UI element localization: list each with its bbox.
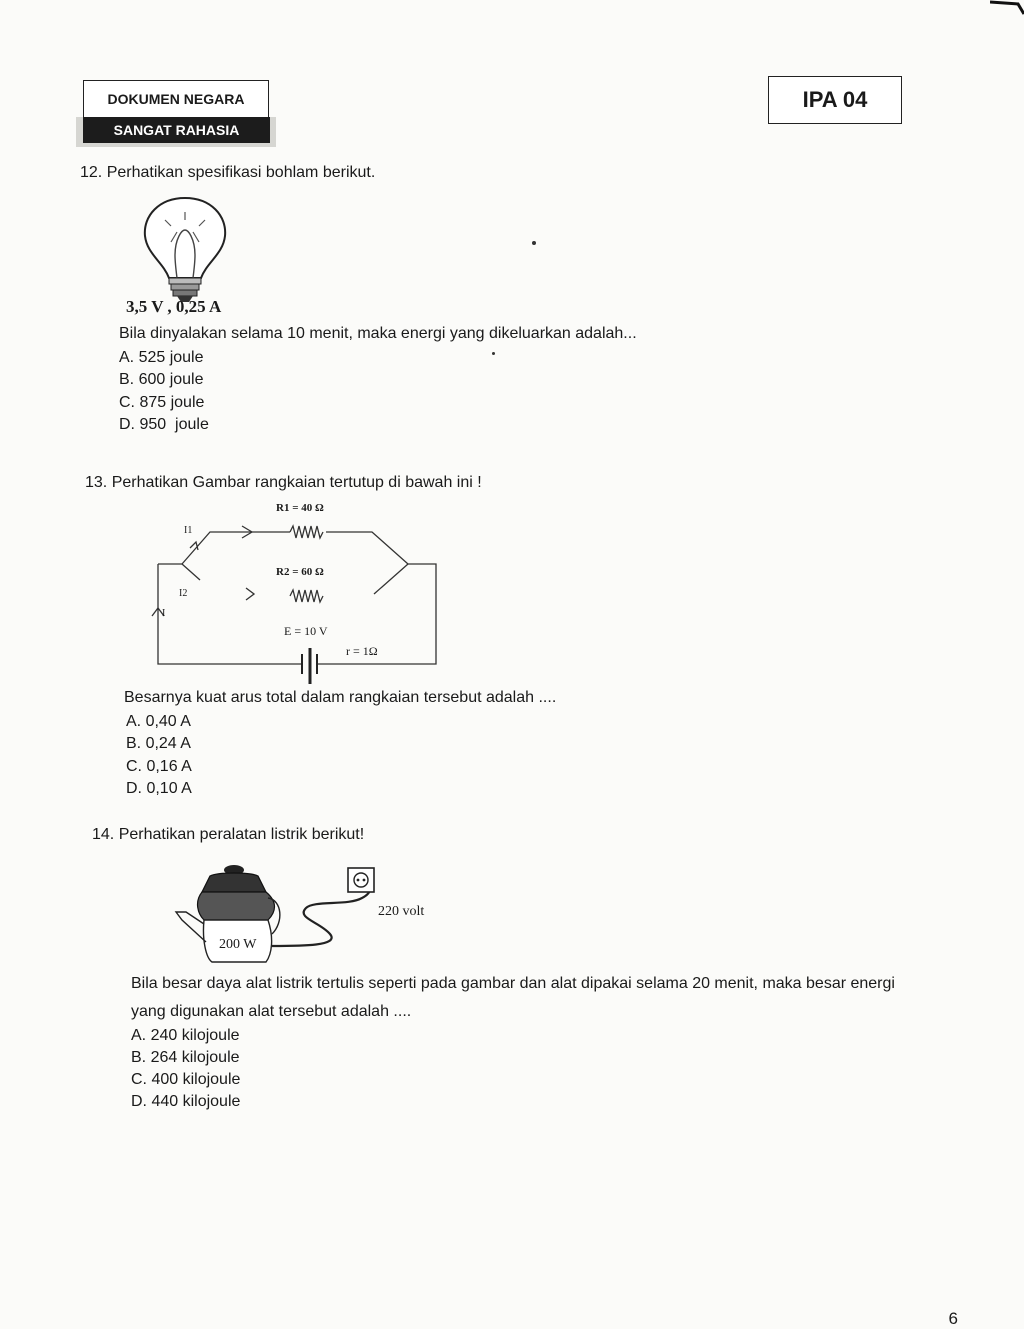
secret-label: SANGAT RAHASIA (83, 117, 270, 143)
q12-option-d[interactable]: D. 950 joule (119, 416, 209, 433)
bulb-spec-label: 3,5 V , 0,25 A (126, 297, 222, 316)
kettle-image (172, 862, 402, 966)
q14-question-line1: Bila besar daya alat listrik tertulis seperti pada gambar dan alat dipakai selama 20 menit, maka besar energi (131, 975, 895, 992)
q12-option-a[interactable]: A. 525 joule (119, 349, 204, 366)
q13-option-b[interactable]: B. 0,24 A (126, 735, 191, 752)
scan-edge-mark (990, 0, 1024, 16)
i1-label: I1 (184, 525, 193, 536)
page-number: 6 (948, 1309, 958, 1328)
q13-question: Besarnya kuat arus total dalam rangkaian tersebut adalah .... (124, 689, 557, 706)
r1-label: R1 = 40 Ω (276, 502, 324, 514)
q14-text: Perhatikan peralatan listrik berikut! (118, 826, 365, 843)
scan-speck (492, 352, 495, 355)
q14-line (92, 825, 364, 845)
q12-question: Bila dinyalakan selama 10 menit, maka energi yang dikeluarkan adalah... (119, 325, 637, 342)
kettle-power-label: 200 W (219, 937, 257, 952)
q12-option-c[interactable]: C. 875 joule (119, 394, 205, 411)
q12-text: Perhatikan spesifikasi bohlam berikut. (106, 164, 376, 181)
circuit-diagram (150, 498, 450, 688)
q14-option-b[interactable]: B. 264 kilojoule (131, 1049, 240, 1066)
lightbulb-image (135, 192, 235, 304)
i2-label: I2 (179, 588, 188, 599)
q13-option-c[interactable]: C. 0,16 A (126, 758, 192, 775)
q13-text: Perhatikan Gambar rangkaian tertutup di bawah ini ! (111, 474, 482, 491)
internal-resistance-label: r = 1Ω (346, 644, 378, 658)
scan-speck (532, 241, 536, 245)
i-label: I (162, 608, 166, 619)
subject-code: IPA 04 (768, 76, 902, 124)
q12-line (80, 163, 375, 183)
q14-question-line2: yang digunakan alat tersebut adalah .... (131, 1003, 412, 1020)
q13-option-a[interactable]: A. 0,40 A (126, 713, 191, 730)
q13-number: 13. (85, 474, 108, 491)
r2-label: R2 = 60 Ω (276, 566, 324, 578)
voltage-label: 220 volt (378, 904, 425, 919)
q14-number: 14. (92, 826, 115, 843)
q14-option-c[interactable]: C. 400 kilojoule (131, 1071, 241, 1088)
q13-option-d[interactable]: D. 0,10 A (126, 780, 192, 797)
q13-line (85, 473, 482, 493)
q14-option-a[interactable]: A. 240 kilojoule (131, 1027, 240, 1044)
q14-option-d[interactable]: D. 440 kilojoule (131, 1093, 241, 1110)
doc-label: DOKUMEN NEGARA (83, 80, 269, 118)
q12-number: 12. (80, 164, 103, 181)
emf-label: E = 10 V (284, 624, 328, 638)
q12-option-b[interactable]: B. 600 joule (119, 371, 204, 388)
